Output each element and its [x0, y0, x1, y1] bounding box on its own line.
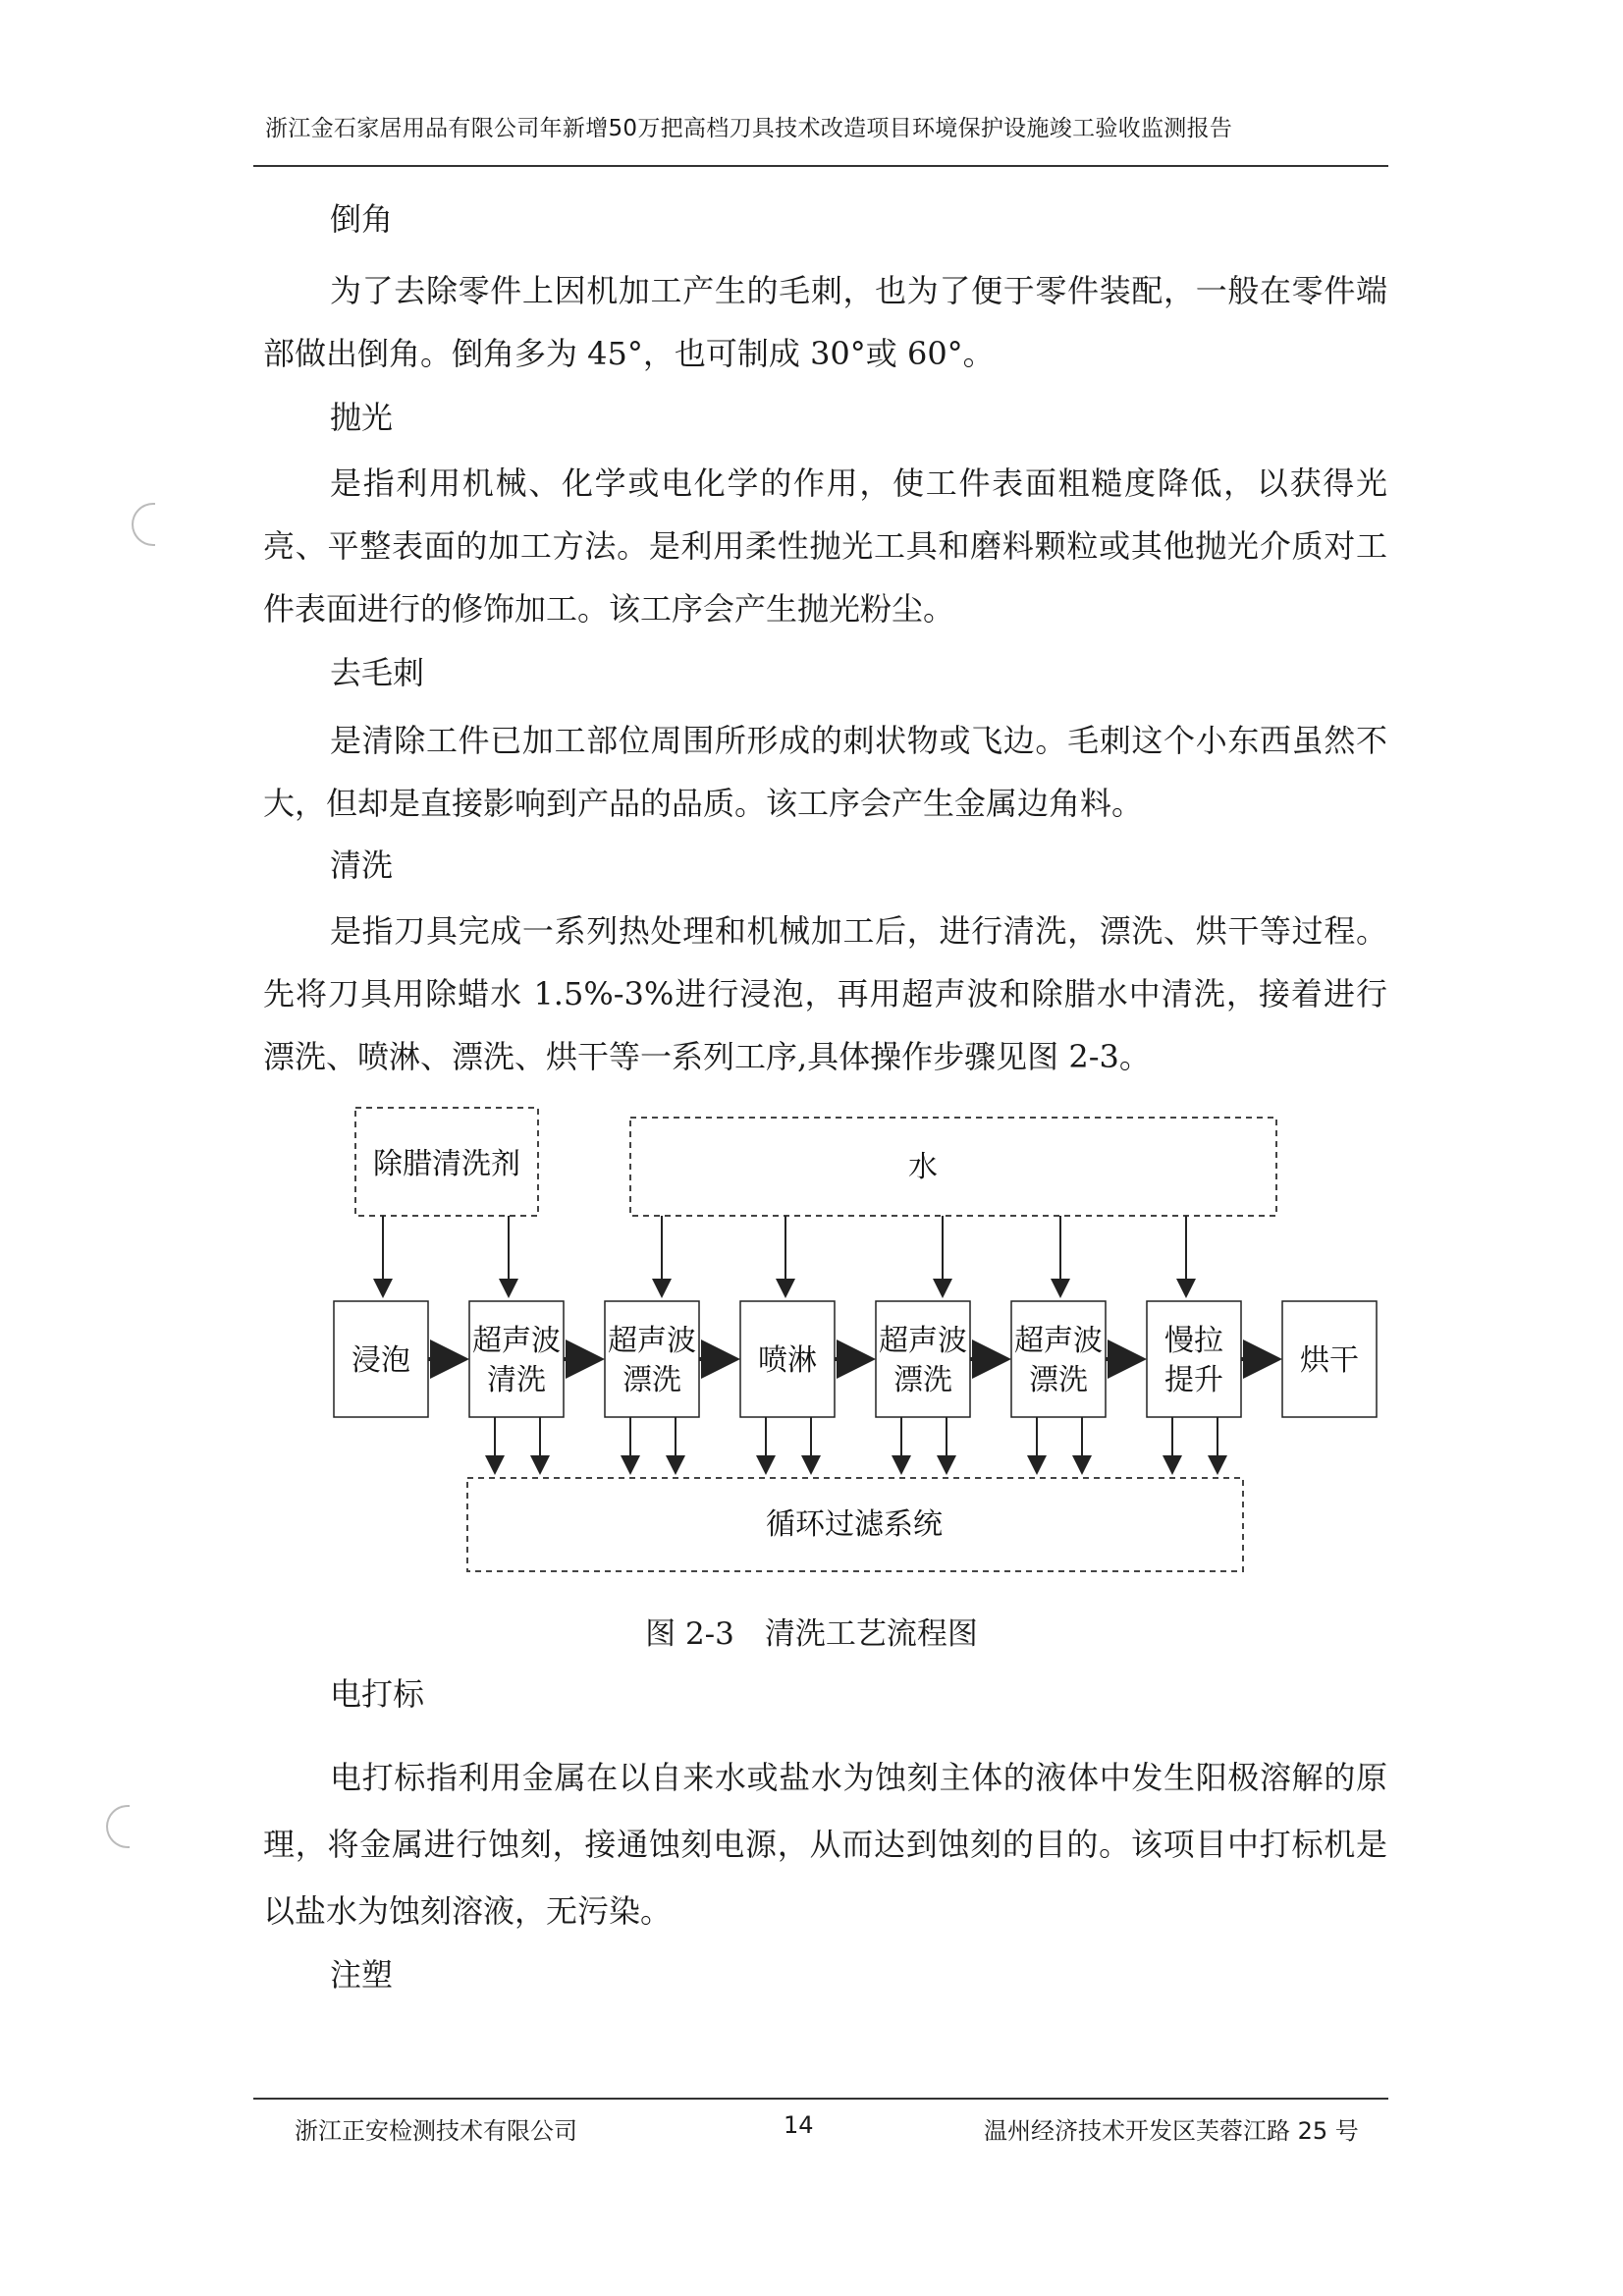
step-box-6 — [1011, 1301, 1106, 1417]
step-7-label-1: 慢拉 — [1164, 1324, 1223, 1358]
step-6-label-2: 漂洗 — [1029, 1363, 1088, 1397]
step-8-label: 烘干 — [1300, 1343, 1359, 1378]
step-box-3 — [605, 1301, 699, 1417]
section-heading-deburr: 去毛刺 — [330, 654, 425, 691]
step-4-label: 喷淋 — [758, 1343, 817, 1378]
section-heading-mark: 电打标 — [330, 1675, 425, 1713]
footer-address: 温州经济技术开发区芙蓉江路 25 号 — [984, 2117, 1359, 2145]
binding-hole-mark — [132, 503, 155, 546]
water-input-box — [630, 1118, 1276, 1216]
step-1-label: 浸泡 — [352, 1343, 410, 1378]
step-3-label-1: 超声波 — [608, 1324, 696, 1358]
paragraph-polish: 是指利用机械、化学或电化学的作用，使工件表面粗糙度降低，以获得光亮、平整表面的加工方法。是利用柔性抛光工具和磨料颗粒或其他抛光介质对工件表面进行的修饰加工。该工序会产生抛光粉尘。 — [263, 465, 1387, 628]
figure-caption: 图 2-3 清洗工艺流程图 — [645, 1616, 978, 1652]
binding-hole-mark — [106, 1805, 130, 1848]
section-heading-polish: 抛光 — [330, 399, 394, 436]
footer-rule — [253, 2098, 1388, 2100]
agent-input-label: 除腊清洗剂 — [373, 1147, 520, 1181]
section-heading-mold: 注塑 — [330, 1956, 394, 1994]
cleaning-process-diagram — [314, 1100, 1394, 1591]
report-header: 浙江金石家居用品有限公司年新增50万把高档刀具技术改造项目环境保护设施竣工验收监测报告 — [265, 116, 1233, 141]
footer-page-number: 14 — [784, 2111, 814, 2139]
step-6-label-1: 超声波 — [1014, 1324, 1103, 1358]
section-heading-chamfer: 倒角 — [330, 200, 394, 238]
step-box-2 — [469, 1301, 564, 1417]
step-box-5 — [876, 1301, 970, 1417]
step-5-label-1: 超声波 — [879, 1324, 967, 1358]
water-input-label: 水 — [908, 1150, 938, 1184]
paragraph-clean: 是指刀具完成一系列热处理和机械加工后，进行清洗，漂洗、烘干等过程。先将刀具用除蜡水 1.5%-3%进行浸泡，再用超声波和除腊水中清洗，接着进行漂洗、喷淋、漂洗、烘干等一系列工序,具体操作步骤见图 2-3。 — [263, 912, 1387, 1075]
step-2-label-2: 清洗 — [487, 1363, 546, 1397]
step-5-label-2: 漂洗 — [893, 1363, 952, 1397]
footer-company: 浙江正安检测技术有限公司 — [295, 2117, 577, 2145]
step-2-label-1: 超声波 — [472, 1324, 561, 1358]
paragraph-deburr: 是清除工件已加工部位周围所形成的刺状物或飞边。毛刺这个小东西虽然不大，但却是直接影响到产品的品质。该工序会产生金属边角料。 — [263, 722, 1387, 822]
step-box-7 — [1147, 1301, 1241, 1417]
recycle-filter-label: 循环过滤系统 — [766, 1507, 943, 1542]
paragraph-mark: 电打标指利用金属在以自来水或盐水为蚀刻主体的液体中发生阳极溶解的原理，将金属进行蚀刻，接通蚀刻电源，从而达到蚀刻的目的。该项目中打标机是以盐水为蚀刻溶液，无污染。 — [263, 1759, 1387, 1930]
step-7-label-2: 提升 — [1164, 1363, 1223, 1397]
paragraph-chamfer: 为了去除零件上因机加工产生的毛刺，也为了便于零件装配，一般在零件端部做出倒角。倒角多为 45°，也可制成 30°或 60°。 — [263, 272, 1387, 372]
header-rule — [253, 165, 1388, 167]
section-heading-clean: 清洗 — [330, 847, 394, 884]
step-3-label-2: 漂洗 — [622, 1363, 681, 1397]
